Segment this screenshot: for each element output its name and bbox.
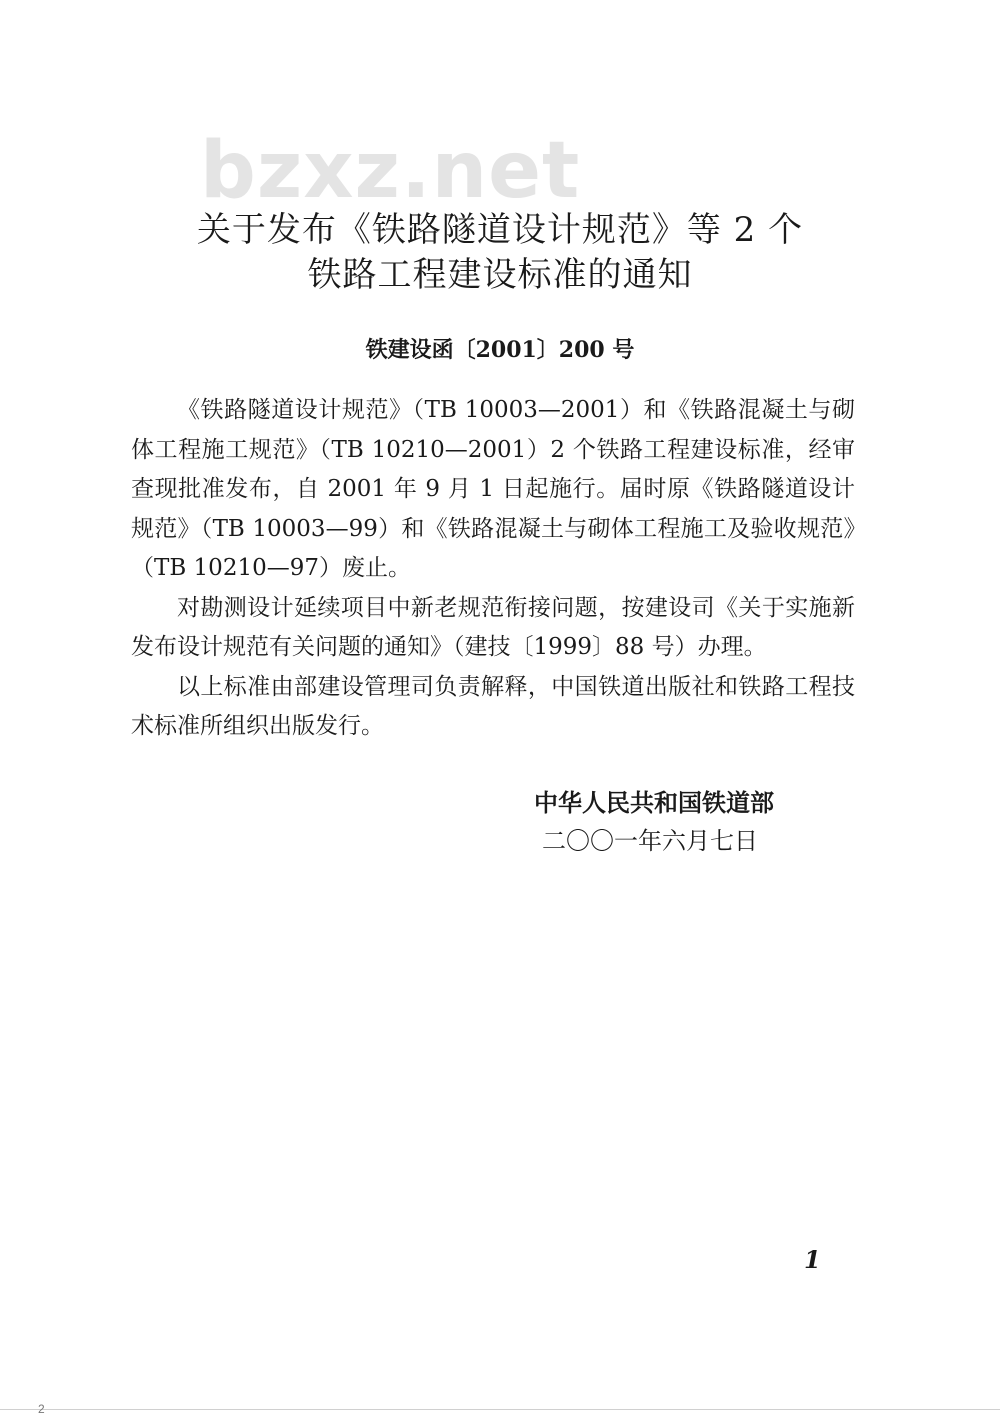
paragraph-3: 以上标准由部建设管理司负责解释，中国铁道出版社和铁路工程技术标准所组织出版发行。 <box>131 673 855 739</box>
issue-date: 二〇〇一年六月七日 <box>542 827 758 855</box>
watermark: bzxz.net <box>200 126 581 216</box>
paragraph-1: 《铁路隧道设计规范》（TB 10003—2001）和《铁路混凝土与砌体工程施工规范》（TB 10210—2001）2 个铁路工程建设标准，经审查现批准发布，自 2001 年 9 月 1 日起施行。届时原《铁路隧道设计规范》（TB 10003—99）和《铁路混凝土与砌体工程施工及验收规范》（TB 10210—97）废止。 <box>131 397 855 581</box>
page-number: 1 <box>804 1245 821 1274</box>
scan-edge-mark: 2 <box>38 1402 45 1416</box>
scan-edge-divider <box>0 1409 1000 1410</box>
issuer-signature: 中华人民共和国铁道部 <box>534 789 774 817</box>
document-number: 铁建设函〔2001〕200 号 <box>365 337 635 363</box>
notice-body <box>131 391 855 747</box>
notice-title-line-2: 铁路工程建设标准的通知 <box>307 255 693 295</box>
notice-title-line-1: 关于发布《铁路隧道设计规范》等 2 个 <box>196 210 804 250</box>
paragraph-2: 对勘测设计延续项目中新老规范衔接问题，按建设司《关于实施新发布设计规范有关问题的通知》（建技〔1999〕88 号）办理。 <box>131 594 855 660</box>
